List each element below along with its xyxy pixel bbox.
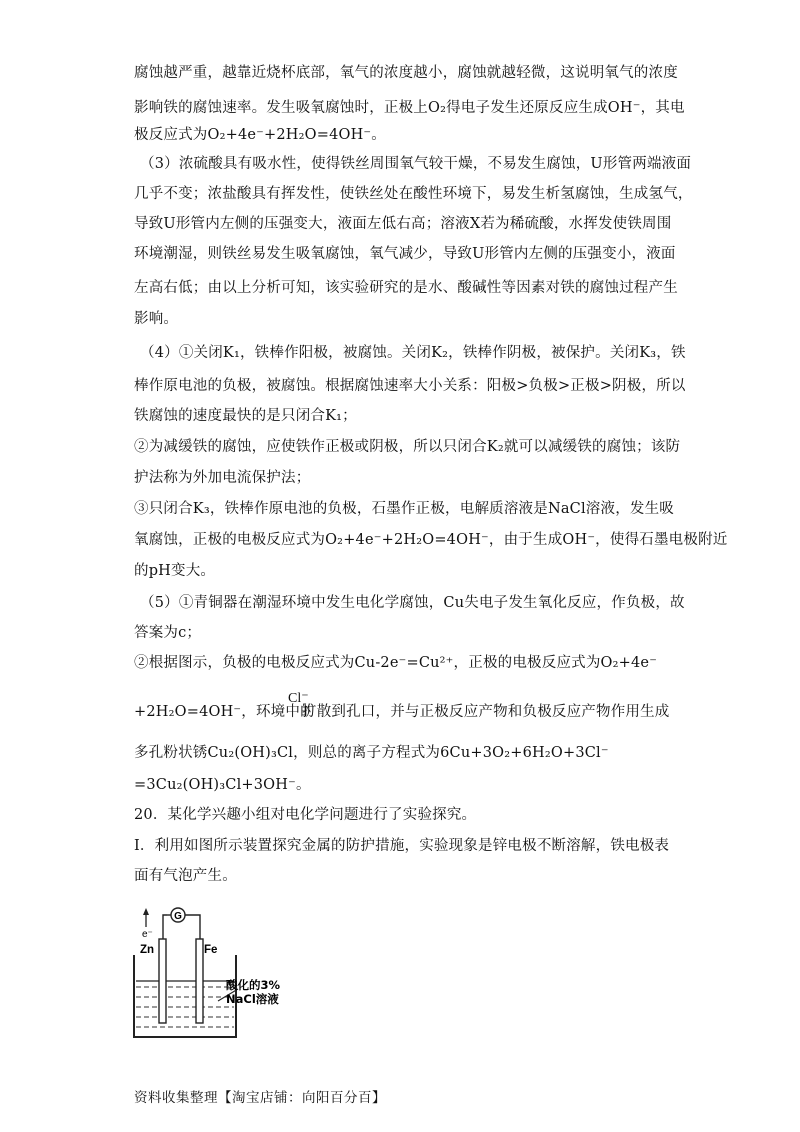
question-heading: 20．某化学兴趣小组对电化学问题进行了实验探究。	[134, 807, 477, 823]
text-line: 几乎不变；浓盐酸具有挥发性，使铁丝处在酸性环境下，易发生析氢腐蚀，生成氢气，	[134, 186, 693, 202]
text-line: 护法称为外加电流保护法；	[134, 470, 311, 486]
text-line: 的pH变大。	[134, 563, 216, 579]
text-line: 答案为c；	[134, 625, 202, 641]
text-line: 影响铁的腐蚀速率。发生吸氧腐蚀时，正极上O₂得电子发生还原反应生成OH⁻，其电	[134, 100, 685, 116]
text-line: =3Cu₂(OH)₃Cl+3OH⁻。	[134, 777, 311, 793]
text-line: 扩散到孔口，并与正极反应产物和负极反应产物作用生成	[302, 704, 670, 720]
zn-label: Zn	[140, 944, 155, 956]
chloride-symbol: Cl⁻	[288, 691, 309, 706]
text-line: ③只闭合K₃，铁棒作原电池的负极，石墨作正极，电解质溶液是NaCl溶液，发生吸	[134, 501, 675, 517]
solution-label-line1: 酸化的3%	[226, 978, 281, 992]
text-line: 棒作原电池的负极，被腐蚀。根据腐蚀速率大小关系：阳极>负极>正极>阴极，所以	[134, 378, 686, 394]
galvanometer-label: G	[174, 911, 182, 922]
text-line: ②根据图示，负极的电极反应式为Cu-2e⁻=Cu²⁺，正极的电极反应式为O₂+4e⁻	[134, 655, 658, 671]
text-line: 影响。	[134, 311, 179, 327]
text-line: 极反应式为O₂+4e⁻+2H₂O=4OH⁻。	[134, 127, 386, 143]
text-line: （3）浓硫酸具有吸水性，使得铁丝周围氧气较干燥，不易发生腐蚀，U形管两端液面	[140, 156, 692, 172]
text-line: 腐蚀越严重，越靠近烧杯底部，氧气的浓度越小，腐蚀就越轻微，这说明氧气的浓度	[134, 65, 678, 81]
solution-label-line2: NaCl溶液	[226, 992, 279, 1006]
electrochemical-cell-diagram	[126, 893, 326, 1043]
footer-note: 资料收集整理【淘宝店铺：向阳百分百】	[134, 1090, 386, 1106]
arrow-up-icon	[143, 908, 149, 915]
text-line: 多孔粉状锈Cu₂(OH)₃Cl，则总的离子方程式为6Cu+3O₂+6H₂O+3Cl⁻	[134, 745, 609, 761]
text-line: （4）①关闭K₁，铁棒作阳极，被腐蚀。关闭K₂，铁棒作阴极，被保护。关闭K₃，铁	[140, 345, 686, 361]
text-line: Ⅰ．利用如图所示装置探究金属的防护措施，实验现象是锌电极不断溶解，铁电极表	[134, 838, 670, 854]
text-line: +2H₂O=4OH⁻，环境中的	[134, 704, 315, 720]
text-line: （5）①青铜器在潮湿环境中发生电化学腐蚀，Cu失电子发生氧化反应，作负极，故	[140, 595, 685, 611]
text-line: ②为减缓铁的腐蚀，应使铁作正极或阴极，所以只闭合K₂就可以减缓铁的腐蚀；该防	[134, 439, 681, 455]
text-line: 导致U形管内左侧的压强变大，液面左低右高；溶液X若为稀硫酸，水挥发使铁周围	[134, 216, 672, 232]
text-line: 面有气泡产生。	[134, 868, 237, 884]
text-line: 环境潮湿，则铁丝易发生吸氧腐蚀，氧气减少，导致U形管内左侧的压强变小，液面	[134, 246, 676, 262]
iron-electrode	[196, 939, 203, 1023]
text-line: 左高右低；由以上分析可知，该实验研究的是水、酸碱性等因素对铁的腐蚀过程产生	[134, 280, 678, 296]
text-line: 氧腐蚀，正极的电极反应式为O₂+4e⁻+2H₂O=4OH⁻，由于生成OH⁻，使得石墨电极附近	[134, 532, 728, 548]
fe-label: Fe	[204, 944, 218, 956]
zinc-electrode	[159, 939, 166, 1023]
text-line: 铁腐蚀的速度最快的是只闭合K₁；	[134, 408, 357, 424]
electron-label: e⁻	[142, 929, 153, 940]
